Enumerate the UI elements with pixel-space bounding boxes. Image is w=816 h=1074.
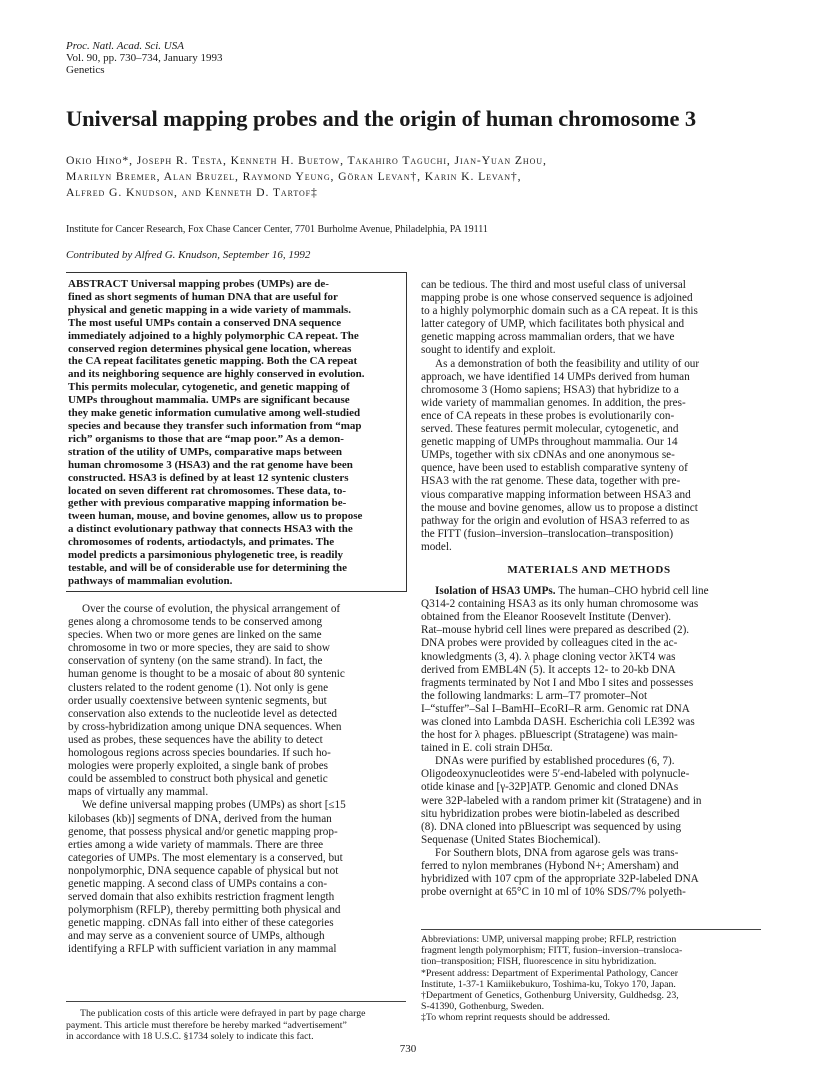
text-line: genetic mapping. A second class of UMPs contains a con- [68,877,328,890]
text-line: could be assembled to construct both physical and genetic [68,773,328,786]
text-line: obtained from the Eleanor Roosevelt Institute (Denver). [421,611,672,624]
author-line: Marilyn Bremer, Alan Bruzel, Raymond Yeung, Göran Levan†, Karin K. Levan†, [66,170,522,183]
text-line: probe overnight at 65°C in 10 ml of 10% SDS/7% polyeth- [421,886,686,899]
text-line: pathway for the origin and evolution of HSA3 referred to as [421,514,690,527]
text-line: latter category of UMP, which facilitates both physical and [421,318,685,331]
intro-paragraph-1 [68,603,404,799]
journal-header [66,40,223,76]
text-line: Oligodeoxynucleotides were 5′-end-labeled with polynucle- [421,768,690,781]
text-line: DNAs were purified by established procedures (6, 7). [435,755,675,768]
text-line: As a demonstration of both the feasibility and utility of our [435,357,700,370]
text-line: genetic mapping across mammalian orders, that we have [421,331,675,344]
text-line: the mouse and bovine genomes, allow us to propose a distinct [421,501,698,514]
text-line: conservation of synteny (on the same strand). In fact, the [68,655,323,668]
text-line: nonpolymorphic, DNA sequence capable of physical but not [68,864,339,877]
abstract-line: This permits molecular, cytogenetic, and genetic mapping of [68,381,350,394]
intro-paragraph-2 [68,799,404,956]
text-line: HSA3 with the rat genome. These data, together with pre- [421,475,681,488]
note-line: payment. This article must therefore be hereby marked “advertisement” [66,1019,347,1031]
text-line: erties among a wide variety of mammals. There are three [68,838,324,851]
text-line: genetic mapping of UMPs throughout mammalia. Our 14 [421,436,678,449]
abstract-line: and its neighboring sequence are highly conserved in evolution. [68,368,365,381]
abstract-line: human chromosome 3 (HSA3) and the rat genome have been [68,458,353,471]
text-line: conservation also extends to the nucleotide level as detected [68,707,338,720]
text-line: Q314-2 containing HSA3 as its only human chromosome was [421,598,699,611]
text-line: chromosome in two or more species, they are said to show [68,642,330,655]
abstract-line: The most useful UMPs contain a conserved DNA sequence [68,316,342,329]
methods-paragraph-3 [421,847,757,899]
journal-name: Proc. Natl. Acad. Sci. USA [66,40,184,52]
text-line: by cross-hybridization among unique DNA sequences. When [68,720,342,733]
abstract-line: located on seven different rat chromosomes. These data, to- [68,484,347,497]
text-line: genome, that possess physical and/or genetic mapping prop- [68,825,338,838]
footnote-line: †Department of Genetics, Gothenburg University, Guldhedsg. 23, [421,990,679,1002]
text-line: otide kinase and [γ-32P]ATP. Genomic and cloned DNAs [421,781,679,794]
text-line: ence of CA repeats in these probes is evolutionarily con- [421,409,675,422]
text-line: approach, we have identified 14 UMPs derived from human [421,370,690,383]
text-line: the FITT (fusion–inversion–translocation–transposition) [421,527,674,540]
author-list [66,153,766,201]
text-line: vious comparative mapping information between HSA3 and [421,488,691,501]
methods-paragraph-1 [421,585,757,755]
journal-section: Genetics [66,64,105,76]
text-line: mologies were properly exploited, a single bank of probes [68,760,329,773]
footnote-line: Institute, 1-37-1 Kamiikebukuro, Toshima-ku, Tokyo 170, Japan. [421,978,676,990]
author-line: Okio Hino*, Joseph R. Testa, Kenneth H. Buetow, Takahiro Taguchi, Jian-Yuan Zhou, [66,154,547,167]
abstract-line: pathways of mammalian evolution. [68,574,233,587]
text-line: sought to identify and exploit. [421,344,556,357]
paper-title: Universal mapping probes and the origin of human chromosome 3 [66,106,697,131]
subsection-heading: Isolation of HSA3 UMPs. [435,585,556,598]
section-heading: MATERIALS AND METHODS [507,563,671,576]
abstract-line: the CA repeat facilitates genetic mapping. Both the CA repeat [68,355,358,368]
abstract-line: physical and genetic mapping in a wide variety of mammals. [68,303,351,316]
abstract-line: rich” organisms to those that are “map poor.” As a demon- [68,432,344,445]
footnote-line: ‡To whom reprint requests should be addressed. [421,1012,610,1024]
abstract-line: immediately adjoined to a highly polymorphic CA repeat. The [68,329,359,342]
text-line: identifying a RFLP with sufficient variation in any mammal [68,943,337,956]
abstract-line: species and because they transfer such information from “map [68,419,362,432]
text-line: quence, have been used to establish comparative synteny of [421,462,688,475]
text-line: to a highly polymorphic domain such as a CA repeat. It is this [421,305,698,318]
abstract-line: model predicts a parsimonious phylogenetic tree, is readily [68,549,343,562]
text-line: used as probes, these sequences have the ability to detect [68,733,323,746]
note-line: in accordance with 18 U.S.C. §1734 solely to indicate this fact. [66,1031,314,1042]
footnote-line: *Present address: Department of Experimental Pathology, Cancer [421,967,679,979]
abstract [68,278,404,588]
text-line: and may serve as a convenient source of UMPs, although [68,930,325,943]
text-line: situ hybridization probes were biotin-labeled as described [421,807,680,820]
text-line: were 32P-labeled with a random primer kit (Stratagene) and in [421,794,702,807]
text-line: (8). DNA cloned into pBluescript was sequenced by using [421,820,682,833]
text-line: hybridized with 107 cpm of the appropriate 32P-labeled DNA [421,873,699,886]
text-line: homologous regions across species boundaries. If such ho- [68,747,331,760]
footnote-line: tion–transposition; FISH, fluorescence in situ hybridization. [421,956,657,968]
text-line: served. These features permit molecular, cytogenetic, and [421,423,679,436]
text-line: For Southern blots, DNA from agarose gels was trans- [435,846,679,859]
text-line: was cloned into Lambda DASH. Escherichia coli LE392 was [421,716,695,728]
affiliation: Institute for Cancer Research, Fox Chase Cancer Center, 7701 Burholme Avenue, Philadelphia, PA 19111 [66,224,488,235]
text-line: species. When two or more genes are linked on the same [68,629,322,642]
text-line: I–“stuffer”–Sal I–BamHI–EcoRI–R arm. Genomic rat DNA [421,702,690,715]
text-line: polymorphism (RFLP), thereby permitting both physical and [68,904,341,917]
author-line: Alfred G. Knudson, and Kenneth D. Tartof‡ [66,186,318,199]
abstract-line: ABSTRACT Universal mapping probes (UMPs) are de- [68,278,329,290]
footnotes [421,929,761,1024]
text-line: human genome is thought to be a mosaic of about 80 syntenic [68,668,345,681]
text-line: derived from EMBL4N (5). It accepts 12- to 20-kb DNA [421,663,676,676]
text-line: Isolation of HSA3 UMPs. The human–CHO hybrid cell line [435,585,709,598]
text-line: wide variety of mammalian genomes. In addition, the pres- [421,396,686,409]
text-line: DNA probes were provided by colleagues cited in the ac- [421,637,678,650]
contributed-by: Contributed by Alfred G. Knudson, September 16, 1992 [66,249,311,261]
intro-paragraph-4 [421,358,757,554]
left-column [68,603,404,957]
text-line: chromosome 3 (Homo sapiens; HSA3) that hybridize to a [421,383,679,396]
footnote-line: fragment length polymorphism; FITT, fusion–inversion–transloca- [421,945,683,957]
text-line: knowledgments (3, 4). λ phage cloning vector λKT4 was [421,650,676,663]
text-line: the host for λ phages. pBluescript (Stratagene) was main- [421,729,678,742]
abstract-line: fined as short segments of human DNA that are useful for [68,290,338,303]
abstract-line: tween human, mouse, and bovine genomes, allow us to propose [68,510,363,523]
text-line: Rat–mouse hybrid cell lines were prepared as described (2). [421,624,690,637]
text-line: tained in E. coli strain DH5α. [421,742,553,755]
text-line: genetic mapping. cDNAs fall into either of these categories [68,917,334,930]
text-line: maps of virtually any mammal. [68,786,209,799]
methods-paragraph-2 [421,755,757,847]
abstract-line: they make genetic information cumulative among well-studied [68,407,361,420]
text-line: clusters related to the rodent genome (1). Not only is gene [68,681,329,694]
text-line: ferred to nylon membranes (Hybond N+; Amersham) and [421,860,679,873]
note-line: The publication costs of this article were defrayed in part by page charge [80,1008,366,1019]
text-line: kilobases (kb)] segments of DNA, derived from the human [68,812,332,825]
text-line: served domain that also exhibits restriction fragment length [68,891,335,904]
text-line: genes along a chromosome tends to be conserved among [68,616,323,629]
abstract-line: constructed. HSA3 is defined by at least 12 syntenic clusters [68,471,349,484]
abstract-line: conserved region determines physical gene location, whereas [68,342,352,355]
text-line: categories of UMPs. The most elementary is a conserved, but [68,851,343,864]
abstract-line: UMPs throughout mammalia. UMPs are significant because [68,394,350,407]
text-line: model. [421,540,452,553]
intro-paragraph-3 [421,279,757,358]
abstract-line: a distinct evolutionary pathway that connects HSA3 with the [68,523,353,536]
right-column [421,279,757,899]
abstract-line: stration of the utility of UMPs, comparative maps between [68,445,343,458]
journal-volume: Vol. 90, pp. 730–734, January 1993 [66,52,223,64]
text-line: fragments terminated by Not I and Mbo I sites and possesses [421,676,694,689]
text-line: the following landmarks: L arm–T7 promoter–Not [421,689,648,702]
footnote-line: S-41390, Gothenburg, Sweden. [421,1001,545,1013]
text-line: order usually coextensive between syntenic segments, but [68,694,327,707]
abstract-line: testable, and will be of considerable use for determining the [68,561,348,574]
text-line: mapping probe is one whose conserved sequence is adjoined [421,292,693,305]
footnote-line: Abbreviations: UMP, universal mapping probe; RFLP, restriction [421,934,677,945]
text-line: UMPs, together with six cDNAs and one anonymous se- [421,449,675,462]
text-line: Sequenase (United States Biochemical). [421,833,601,846]
text-line: We define universal mapping probes (UMPs) as short [≤15 [82,799,346,812]
abstract-line: gether with previous comparative mapping information be- [68,497,347,510]
text-line: Over the course of evolution, the physical arrangement of [82,603,341,615]
publication-cost-note [66,1001,406,1043]
page-number: 730 [399,1043,417,1055]
text-line: can be tedious. The third and most useful class of universal [421,279,686,291]
abstract-line: chromosomes of rodents, artiodactyls, and primates. The [68,536,335,549]
